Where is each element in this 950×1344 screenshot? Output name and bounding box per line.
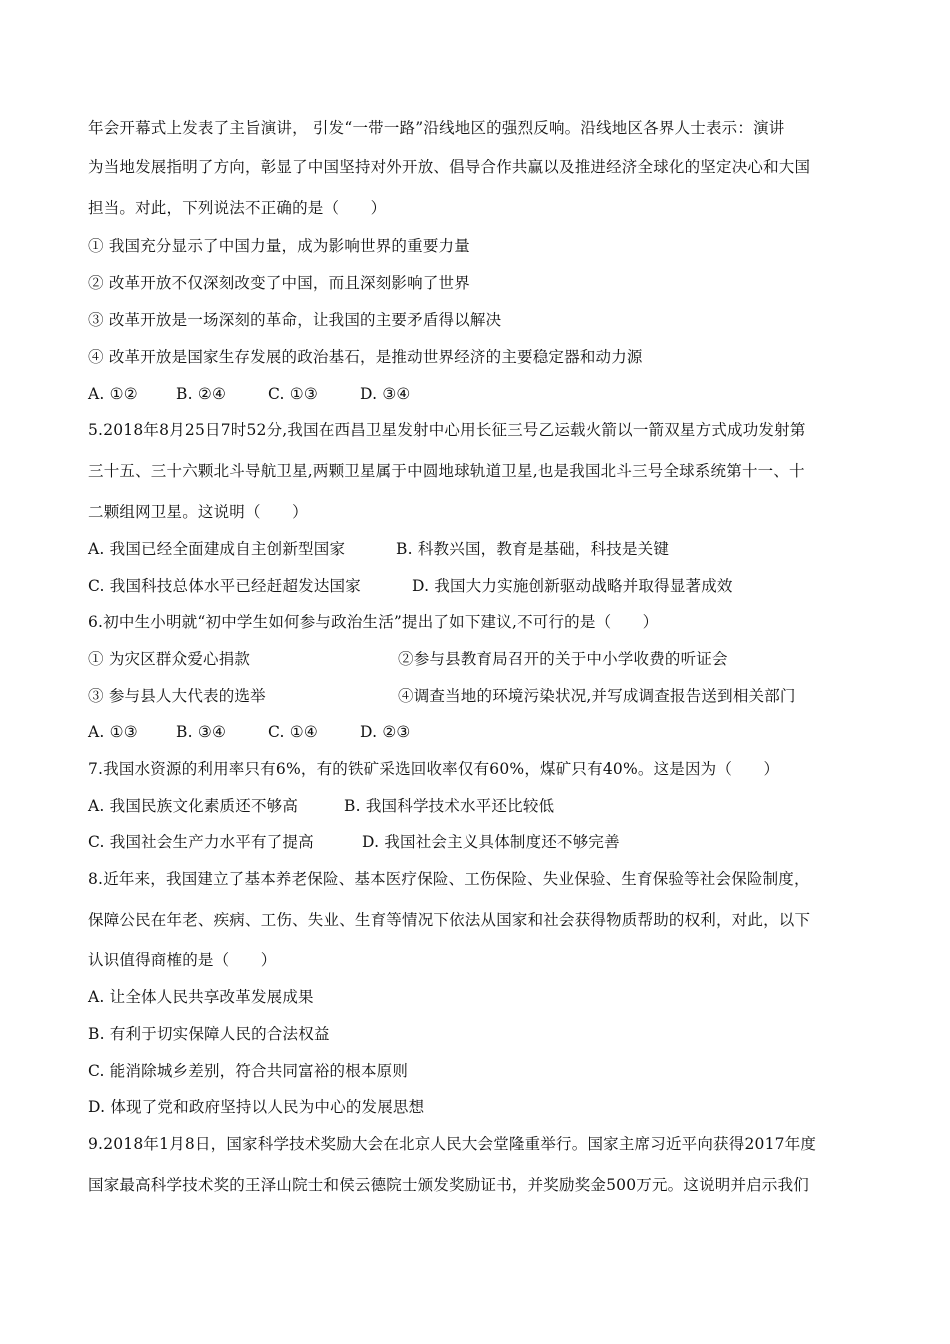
q5-stem-line-3: 二颗组网卫星。这说明（ ） — [88, 503, 308, 521]
q6-statement-3: ③ 参与县人大代表的选举 — [88, 687, 266, 705]
q4-statement-1: ① 我国充分显示了中国力量，成为影响世界的重要力量 — [88, 237, 470, 255]
q4-options — [88, 384, 411, 404]
q6-stem: 6.初中生小明就“初中学生如何参与政治生活”提出了如下建议,不可行的是（ ） — [88, 613, 659, 631]
q7-option-a[interactable]: A. 我国民族文化素质还不够高 — [88, 797, 299, 815]
q7-option-b[interactable]: B. 我国科学技术水平还比较低 — [344, 797, 555, 815]
q6-option-a[interactable]: A. ①③ — [88, 723, 138, 741]
q4-statement-4: ④ 改革开放是国家生存发展的政治基石，是推动世界经济的主要稳定器和动力源 — [88, 348, 643, 366]
q6-option-c[interactable]: C. ①④ — [268, 723, 318, 741]
q5-stem-line-1: 5.2018年8月25日7时52分,我国在西昌卫星发射中心用长征三号乙运载火箭以一箭双星方式成功发射第 — [88, 421, 806, 439]
q4-statement-3: ③ 改革开放是一场深刻的革命，让我国的主要矛盾得以解决 — [88, 311, 502, 329]
q4-stem-line-2: 为当地发展指明了方向，彰显了中国坚持对外开放、倡导合作共赢以及推进经济全球化的坚定决心和大国 — [88, 158, 811, 176]
q5-options-row-1 — [88, 539, 670, 559]
q8-option-a[interactable]: A. 让全体人民共享改革发展成果 — [88, 988, 314, 1006]
q5-option-b[interactable]: B. 科教兴国，教育是基础，科技是关键 — [396, 540, 670, 558]
q5-options-row-2 — [88, 576, 733, 596]
q8-option-c[interactable]: C. 能消除城乡差别，符合共同富裕的根本原则 — [88, 1062, 409, 1080]
q6-options — [88, 722, 411, 742]
q4-stem-line-1: 年会开幕式上发表了主旨演讲， 引发“一带一路”沿线地区的强烈反响。沿线地区各界人士表示：演讲 — [88, 119, 785, 137]
q8-option-d[interactable]: D. 体现了党和政府坚持以人民为中心的发展思想 — [88, 1098, 425, 1116]
q6-option-d[interactable]: D. ②③ — [360, 723, 411, 741]
q8-stem-line-2: 保障公民在年老、疾病、工伤、失业、生育等情况下依法从国家和社会获得物质帮助的权利，对此，以下 — [88, 911, 811, 929]
q6-option-b[interactable]: B. ③④ — [176, 723, 227, 741]
q7-options-row-1 — [88, 796, 555, 816]
q5-stem-line-2: 三十五、三十六颗北斗导航卫星,两颗卫星属于中圆地球轨道卫星,也是我国北斗三号全球系统第十一、十 — [88, 462, 805, 480]
q4-stem-line-3: 担当。对此，下列说法不正确的是（ ） — [88, 199, 387, 217]
q7-option-c[interactable]: C. 我国社会生产力水平有了提高 — [88, 833, 314, 851]
q7-option-d[interactable]: D. 我国社会主义具体制度还不够完善 — [362, 833, 620, 851]
q7-stem: 7.我国水资源的利用率只有6%，有的铁矿采选回收率仅有60%，煤矿只有40%。这是因为（ ） — [88, 760, 780, 778]
q6-statements-row-1 — [88, 649, 728, 669]
q5-option-d[interactable]: D. 我国大力实施创新驱动战略并取得显著成效 — [412, 577, 733, 595]
q6-statements-row-2 — [88, 686, 796, 706]
q9-stem-line-2: 国家最高科学技术奖的王泽山院士和侯云德院士颁发奖励证书，并奖励奖金500万元。这说明并启示我们 — [88, 1176, 809, 1194]
q5-option-c[interactable]: C. 我国科技总体水平已经赶超发达国家 — [88, 577, 361, 595]
q6-statement-1: ① 为灾区群众爱心捐款 — [88, 650, 251, 668]
q4-option-b[interactable]: B. ②④ — [176, 385, 227, 403]
q6-statement-2: ②参与县教育局召开的关于中小学收费的听证会 — [398, 650, 728, 668]
q8-stem-line-1: 8.近年来，我国建立了基本养老保险、基本医疗保险、工伤保险、失业保验、生育保验等社会保险制度， — [88, 870, 810, 888]
q4-option-a[interactable]: A. ①② — [88, 385, 138, 403]
q6-statement-4: ④调查当地的环境污染状况,并写成调查报告送到相关部门 — [398, 687, 796, 705]
q8-stem-line-3: 认识值得商榷的是（ ） — [88, 951, 277, 969]
q5-option-a[interactable]: A. 我国已经全面建成自主创新型国家 — [88, 540, 346, 558]
q9-stem-line-1: 9.2018年1月8日，国家科学技术奖励大会在北京人民大会堂隆重举行。国家主席习近平向获得2017年度 — [88, 1135, 817, 1153]
q7-options-row-2 — [88, 832, 620, 852]
q4-option-c[interactable]: C. ①③ — [268, 385, 318, 403]
q4-statement-2: ② 改革开放不仅深刻改变了中国，而且深刻影响了世界 — [88, 274, 470, 292]
q4-option-d[interactable]: D. ③④ — [360, 385, 411, 403]
q8-option-b[interactable]: B. 有利于切实保障人民的合法权益 — [88, 1025, 330, 1043]
